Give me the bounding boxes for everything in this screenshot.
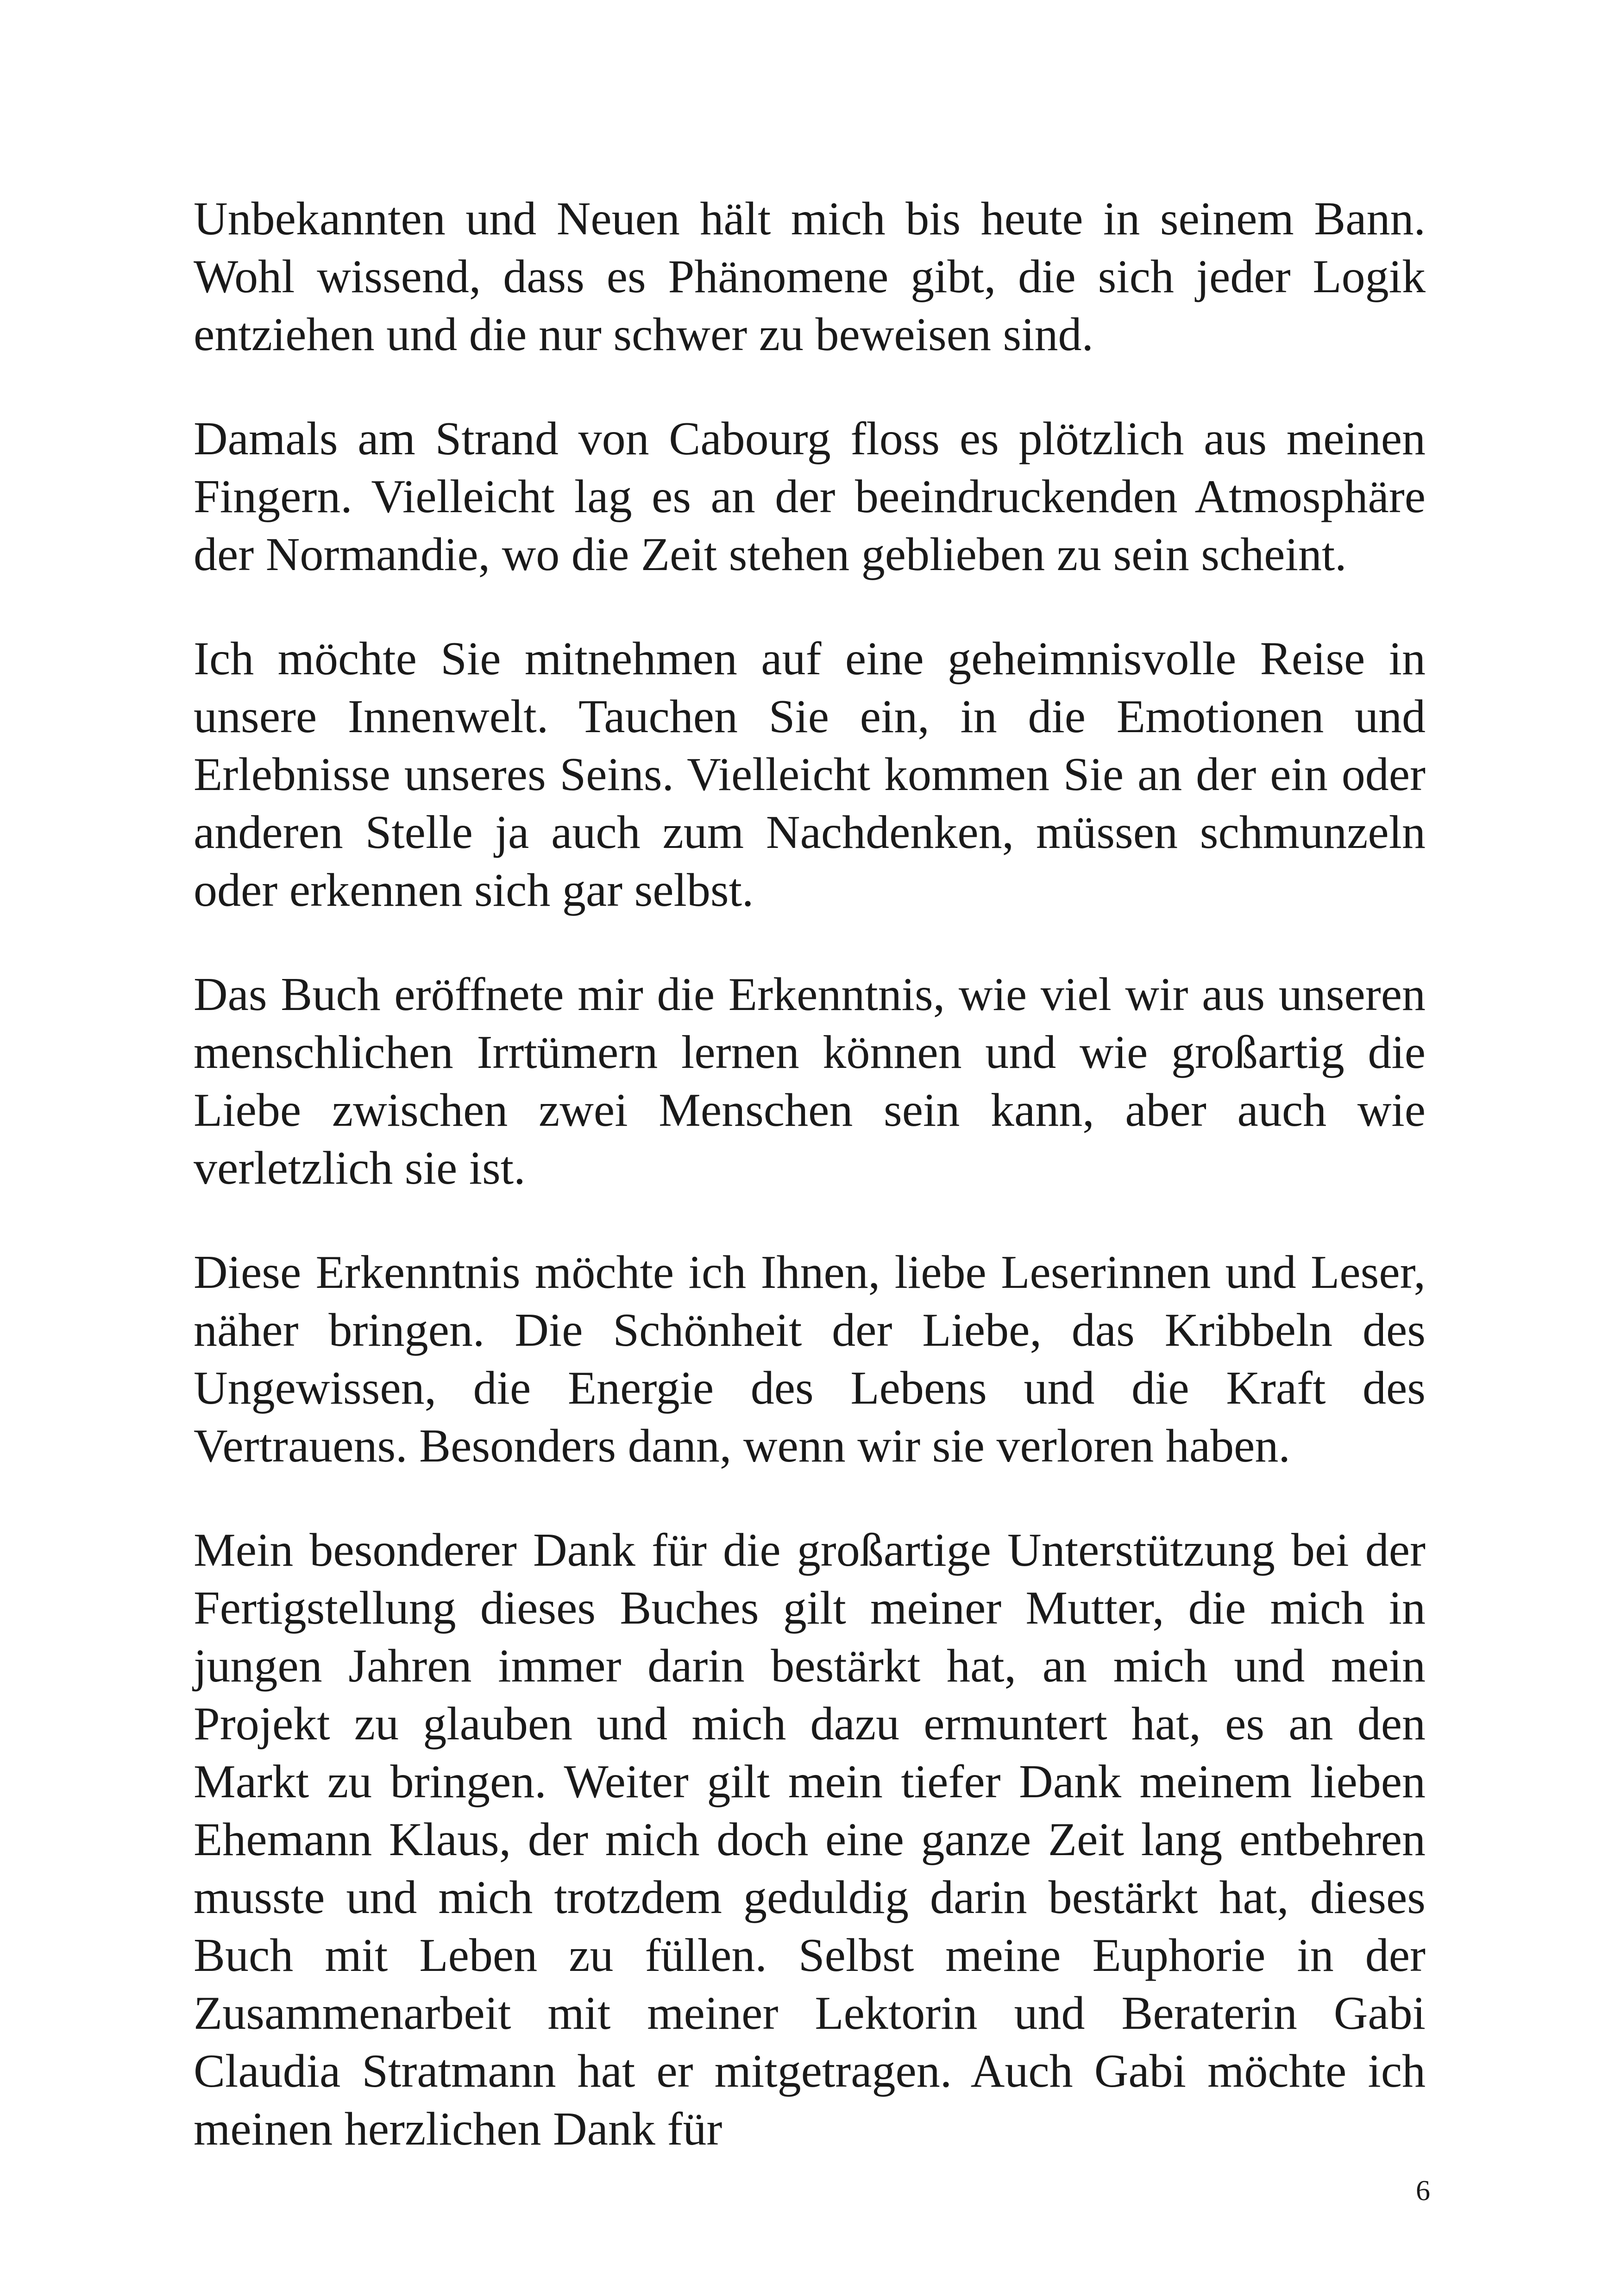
paragraph-6: Mein besonderer Dank für die großartige Unterstützung bei der Fertigstellung dieses Buches gilt meiner Mutter, die mich in jungen Jahren immer darin bestärkt hat, an mich und mein Projekt zu glauben und mich dazu ermuntert hat, es an den Markt zu bringen. Weiter gilt mein tiefer Dank meinem lieben Ehemann Klaus, der mich doch eine ganze Zeit lang entbehren musste und mich trotzdem geduldig darin bestärkt hat, dieses Buch mit Leben zu füllen. Selbst meine Euphorie in der Zusammenarbeit mit meiner Lektorin und Beraterin Gabi Claudia Stratmann hat er mitgetragen. Auch Gabi möchte ich meinen herzlichen Dank für xyxy=(194,1524,1426,2155)
paragraph-5: Diese Erkenntnis möchte ich Ihnen, liebe Leserinnen und Leser, näher bringen. Die Schönheit der Liebe, das Kribbeln des Ungewissen, die Energie des Lebens und die Kraft des Vertrauens. Besonders dann, wenn wir sie verloren haben. xyxy=(194,1246,1426,1472)
page-body-text xyxy=(194,190,1426,2204)
paragraph-3: Ich möchte Sie mitnehmen auf eine geheimnisvolle Reise in unsere Innenwelt. Tauchen Sie ein, in die Emotionen und Erlebnisse unseres Seins. Vielleicht kommen Sie an der ein oder anderen Stelle ja auch zum Nachdenken, müssen schmunzeln oder erkennen sich gar selbst. xyxy=(194,633,1426,916)
page-number: 6 xyxy=(1416,2175,1430,2207)
paragraph-2: Damals am Strand von Cabourg floss es plötzlich aus meinen Fingern. Vielleicht lag es an der beeindruckenden Atmosphäre der Normandie, wo die Zeit stehen geblieben zu sein scheint. xyxy=(194,413,1426,581)
paragraph-4: Das Buch eröffnete mir die Erkenntnis, wie viel wir aus unseren menschlichen Irrtümern lernen können und wie großartig die Liebe zwischen zwei Menschen sein kann, aber auch wie verletzlich sie ist. xyxy=(194,968,1426,1194)
paragraph-1: Unbekannten und Neuen hält mich bis heute in seinem Bann. Wohl wissend, dass es Phänomene gibt, die sich jeder Logik entziehen und die nur schwer zu beweisen sind. xyxy=(194,193,1426,361)
